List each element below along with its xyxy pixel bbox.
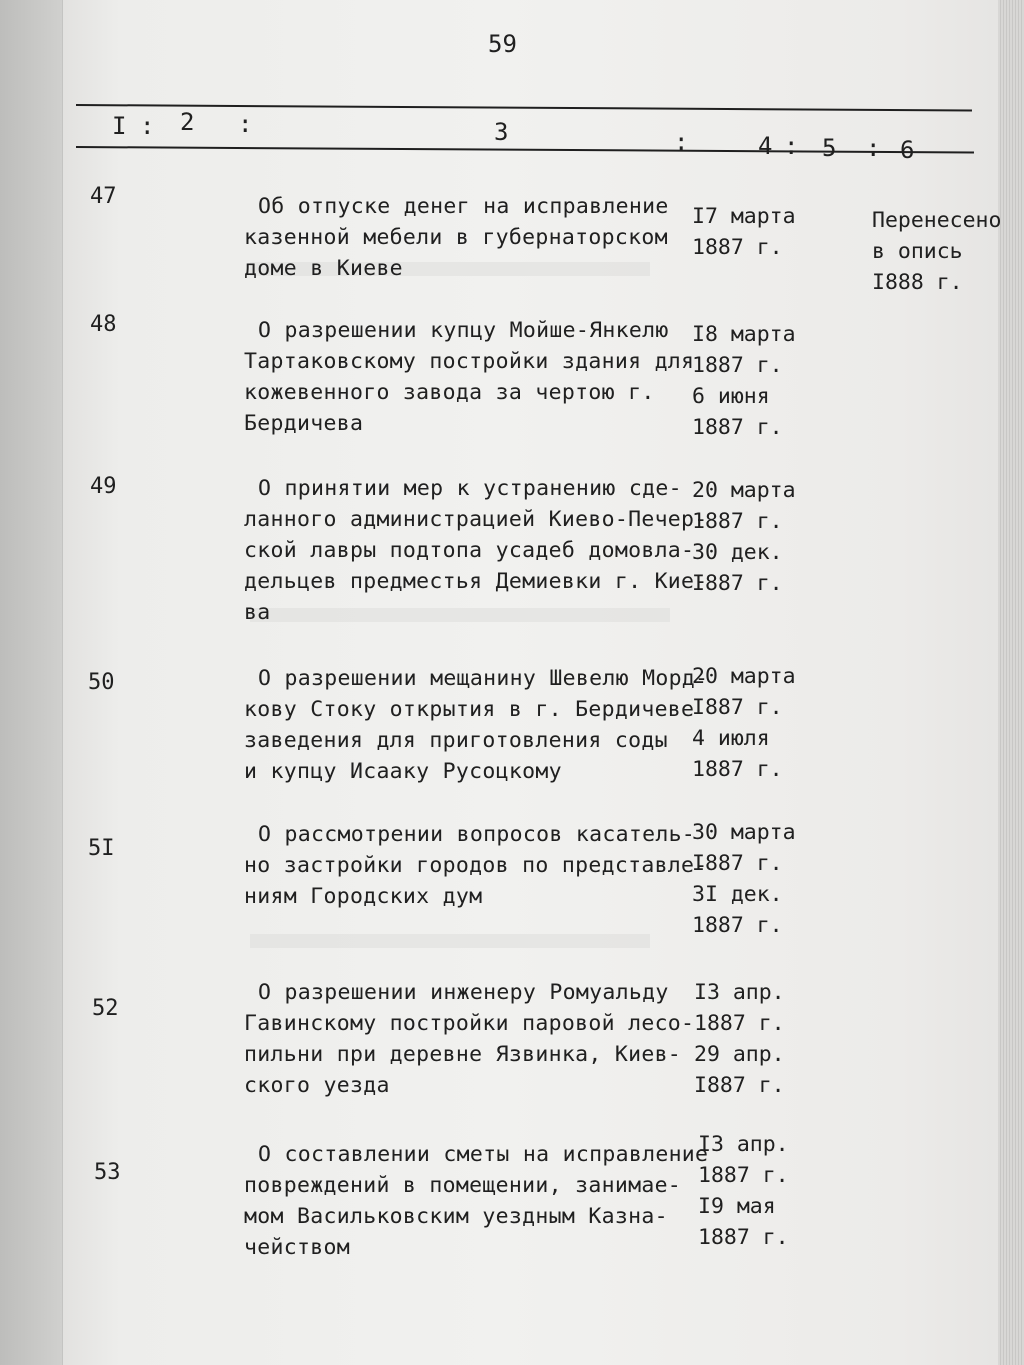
entry-date-line: 4 июля: [692, 726, 770, 751]
entry-title-line: О разрешении инженеру Ромуальду: [258, 980, 669, 1005]
entry-number: 52: [92, 996, 119, 1021]
entry-title-line: ского уезда: [244, 1073, 390, 1098]
entry-date-line: 1887 г.: [698, 1225, 789, 1250]
entry-title-line: повреждений в помещении, занимае-: [244, 1173, 682, 1198]
column-separator: :: [866, 134, 883, 162]
page-stack-edge: [998, 0, 1024, 1365]
column-header-6: 6: [900, 136, 917, 164]
column-separator: :: [140, 112, 157, 140]
bleed-through-mark: [250, 934, 650, 948]
header-top-rule: [76, 104, 972, 111]
entry-date-line: I8 марта: [692, 322, 796, 347]
binding-edge: [0, 0, 63, 1365]
entry-date-line: 1887 г.: [692, 509, 783, 534]
entry-title-line: ва: [244, 600, 271, 625]
entry-title-line: ской лавры подтопа усадеб домовла-: [244, 538, 695, 563]
entry-date-line: I3 апр.: [694, 980, 785, 1005]
entry-date-line: 20 марта: [692, 664, 796, 689]
entry-title-line: заведения для приготовления соды: [244, 728, 668, 753]
entry-date-line: 1887 г.: [692, 353, 783, 378]
entry-date-line: 1887 г.: [692, 757, 783, 782]
entry-title-line: О составлении сметы на исправление: [258, 1142, 709, 1167]
entry-date-line: I887 г.: [692, 571, 783, 596]
column-separator: :: [674, 128, 691, 156]
entry-title-line: но застройки городов по представле-: [244, 853, 708, 878]
entry-title-line: Об отпуске денег на исправление: [258, 194, 669, 219]
page-number: 59: [488, 30, 517, 58]
entry-title-line: пильни при деревне Язвинка, Киев-: [244, 1042, 682, 1067]
entry-title-line: и купцу Исааку Русоцкому: [244, 759, 562, 784]
column-header-3: 3: [494, 118, 511, 146]
entry-date-line: 3I дек.: [692, 882, 783, 907]
entry-number: 48: [90, 312, 117, 337]
column-header-5: 5: [822, 134, 839, 162]
entry-title-line: О разрешении мещанину Шевелю Морд-: [258, 666, 709, 691]
column-separator: :: [784, 132, 801, 160]
entry-date-line: 1887 г.: [692, 235, 783, 260]
entry-number: 49: [90, 474, 117, 499]
entry-date-line: I887 г.: [692, 851, 783, 876]
entry-date-line: 1887 г.: [694, 1011, 785, 1036]
entry-title-line: Бердичева: [244, 411, 364, 436]
entry-date-line: 1887 г.: [692, 913, 783, 938]
entry-title-line: ниям Городских дум: [244, 884, 483, 909]
entry-date-line: I3 апр.: [698, 1132, 789, 1157]
entry-title-line: казенной мебели в губернаторском: [244, 225, 668, 250]
entry-date-line: 29 апр.: [694, 1042, 785, 1067]
entry-date-line: 1887 г.: [698, 1163, 789, 1188]
entry-title-line: О разрешении купцу Мойше-Янкелю: [258, 318, 669, 343]
entry-note-line: I888 г.: [872, 270, 963, 295]
bleed-through-mark: [250, 608, 670, 622]
entry-title-line: кожевенного завода за чертою г.: [244, 380, 655, 405]
entry-note-line: Перенесено: [872, 208, 1002, 233]
entry-date-line: I9 мая: [698, 1194, 776, 1219]
entry-number: 5I: [88, 836, 115, 861]
entry-number: 50: [88, 670, 115, 695]
entry-title-line: ланного администрацией Киево-Печер-: [244, 507, 708, 532]
entry-number: 47: [90, 184, 117, 209]
column-header-4: 4: [758, 132, 775, 160]
entry-number: 53: [94, 1160, 121, 1185]
entry-date-line: 20 марта: [692, 478, 796, 503]
column-separator: :: [238, 110, 255, 138]
entry-date-line: 1887 г.: [692, 415, 783, 440]
entry-date-line: 30 дек.: [692, 540, 783, 565]
entry-title-line: чейством: [244, 1235, 350, 1260]
entry-title-line: Тартаковскому постройки здания для: [244, 349, 695, 374]
entry-title-line: О рассмотрении вопросов касатель-: [258, 822, 696, 847]
entry-date-line: I7 марта: [692, 204, 796, 229]
entry-title-line: мом Васильковским уездным Казна-: [244, 1204, 668, 1229]
entry-title-line: дельцев предместья Демиевки г. Кие-: [244, 569, 708, 594]
entry-title-line: доме в Киеве: [244, 256, 403, 281]
entry-title-line: Гавинскому постройки паровой лесо-: [244, 1011, 695, 1036]
entry-date-line: 6 июня: [692, 384, 770, 409]
entry-title-line: О принятии мер к устранению сде-: [258, 476, 682, 501]
entry-note-line: в опись: [872, 239, 963, 264]
column-header-2: 2: [180, 108, 197, 136]
entry-date-line: I887 г.: [692, 695, 783, 720]
entry-date-line: I887 г.: [694, 1073, 785, 1098]
column-header-1: I: [112, 112, 129, 140]
entry-date-line: 30 марта: [692, 820, 796, 845]
entry-title-line: кову Стоку открытия в г. Бердичеве: [244, 697, 695, 722]
header-bottom-rule: [76, 146, 974, 153]
